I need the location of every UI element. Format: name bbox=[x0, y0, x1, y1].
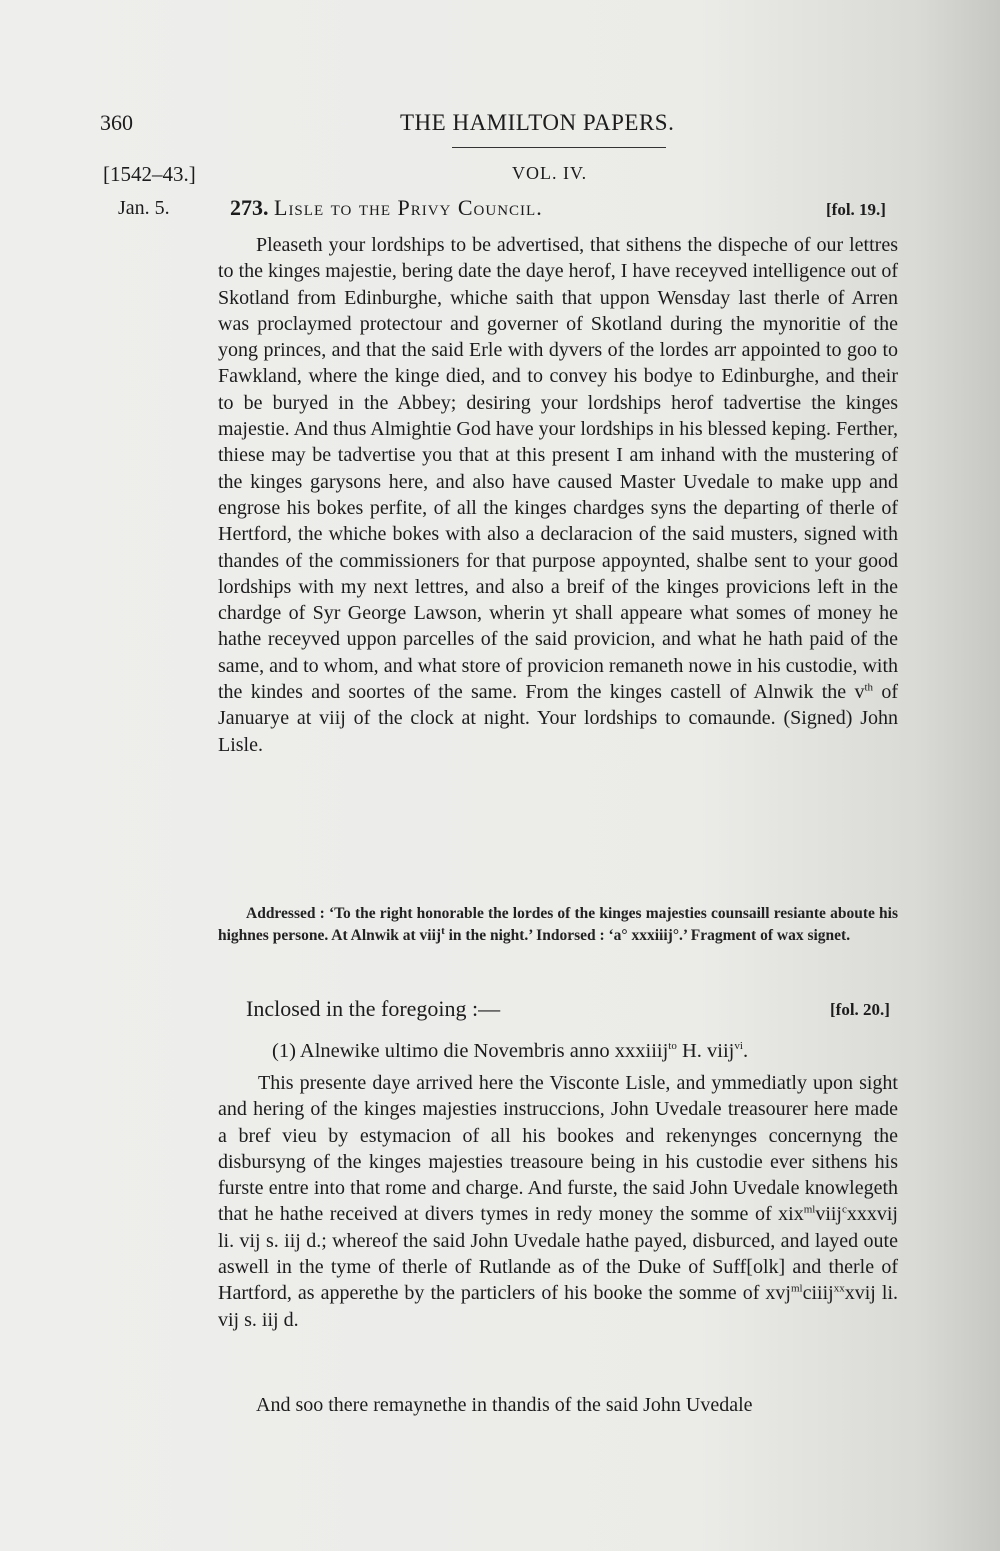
letter-superscript: th bbox=[864, 681, 874, 694]
letter-text: Pleaseth your lordships to be advertised, that sithens the dispeche of our lettres to the kinges majestie, bering date the daye herof, I have receyved intelligence out of Skotland from Edinburghe, whiche saith that uppon Wensday last therle of Arren was proclaymed protectour and governer of Skotland during the mynoritie of the yong princes, and that the said Erle with dyvers of the lordes arr appointed to goo to Fawkland, where the kinge died, and to convey his bodye to Edinburghe, and their to be buryed in the Abbey; desiring your lordships herof tadvertise the kinges majestie. And thus Almightie God have your lordships in his blessed keping. Ferther, thiese may be tadvertise you that at this present I am inhand with the mustering of the kinges garysons here, and also have caused Master Uvedale to make upp and engrose his bokes perfite, of all the kinges chardges syns the departing of therle of Hertford, the whiche bokes with also a declaracion of the said musters, signed with thandes of the commissioners for that purpose appoynted, shalbe sent to your good lordships with my next lettres, and also a breif of the kinges provicions left in the chardge of Syr George Lawson, wherin yt shall appeare what somes of money he hathe receyved uppon parcelles of the said provicion, and what he hath paid of the same, and to whom, and what store of provicion remaneth nowe in his custodie, with the kindes and soortes of the same. From the kinges castell of Alnwik the v bbox=[218, 234, 898, 704]
page-number: 360 bbox=[100, 110, 133, 135]
enclosure-body bbox=[218, 1070, 898, 1333]
body-superscript-2: c bbox=[841, 1203, 847, 1216]
letter-text-end: of Januarye at viij of the clock at night. Your lordships to comaunde. (Signed) John Lisle. bbox=[218, 681, 898, 756]
body-c: xxxvij li. vij s. iij d.; whereof the said John Uvedale hathe payed, disburced, and layed oute aswell in the tyme of therle of Rutlande as of the Duke of Suff[olk] and therle of Hartford, as apperethe by the particlers of his booke the somme of xvj bbox=[218, 1203, 898, 1305]
enclosure-paragraph bbox=[218, 1070, 898, 1333]
entry-heading bbox=[230, 195, 543, 221]
header-rule bbox=[452, 147, 666, 148]
letter-paragraph bbox=[218, 232, 898, 758]
address-note-superscript: t bbox=[441, 924, 445, 937]
body-a: This presente daye arrived here the Visconte Lisle, and ymmediatly upon sight and hering of the kinges majesties instruccions, John Uvedale treasourer here made a bref vieu by estymacion of all his bookes and rekenynges concernyng the disbursyng of the kinges majesties treasoure being in his custodie ever sithens his furste entre into that rome and charge. And furste, the said John Uvedale knowlegeth that he hathe received at divers tymes in redy money the somme of xix bbox=[218, 1072, 898, 1226]
date-range: [1542–43.] bbox=[103, 162, 196, 186]
running-title: THE HAMILTON PAPERS. bbox=[400, 110, 675, 135]
item-heading-b: H. viij bbox=[676, 1040, 735, 1062]
entry-number: 273. bbox=[230, 195, 269, 220]
address-note-b: in the night.’ Indorsed : ‘a° xxxiiij°.’ Fragment of wax signet. bbox=[444, 927, 851, 944]
body-superscript-3: ml bbox=[790, 1282, 803, 1295]
body-d: ciiij bbox=[802, 1282, 834, 1305]
item-heading-a: (1) Alnewike ultimo die Novembris anno xxxiiij bbox=[272, 1040, 669, 1062]
address-note bbox=[218, 903, 898, 947]
folio-reference: [fol. 19.] bbox=[826, 200, 886, 219]
final-line: And soo there remaynethe in thandis of the said John Uvedale bbox=[256, 1394, 753, 1416]
body-b: viij bbox=[815, 1203, 842, 1226]
enclosure-item-heading bbox=[272, 1040, 748, 1063]
body-superscript-1: ml bbox=[803, 1203, 816, 1216]
body-superscript-4: xx bbox=[833, 1282, 845, 1295]
enclosure-folio-reference: [fol. 20.] bbox=[830, 1000, 890, 1019]
body-e: xvij li. vij s. iij d. bbox=[218, 1282, 898, 1331]
letter-body bbox=[218, 232, 898, 758]
entry-date: Jan. 5. bbox=[118, 197, 170, 219]
address-note-a: Addressed : ‘To the right honorable the lordes of the kinges majesties counsaill resiante aboute his highnes persone. At Alnwik at viij bbox=[218, 905, 898, 944]
enclosure-heading: Inclosed in the foregoing :— bbox=[246, 996, 501, 1021]
entry-title: Lisle to the Privy Council. bbox=[274, 195, 543, 220]
item-heading-superscript: to bbox=[668, 1040, 677, 1053]
volume-label: VOL. IV. bbox=[512, 163, 588, 183]
item-heading-superscript-2: vi bbox=[734, 1040, 743, 1053]
running-head bbox=[100, 110, 900, 140]
item-heading-c: . bbox=[742, 1040, 749, 1062]
